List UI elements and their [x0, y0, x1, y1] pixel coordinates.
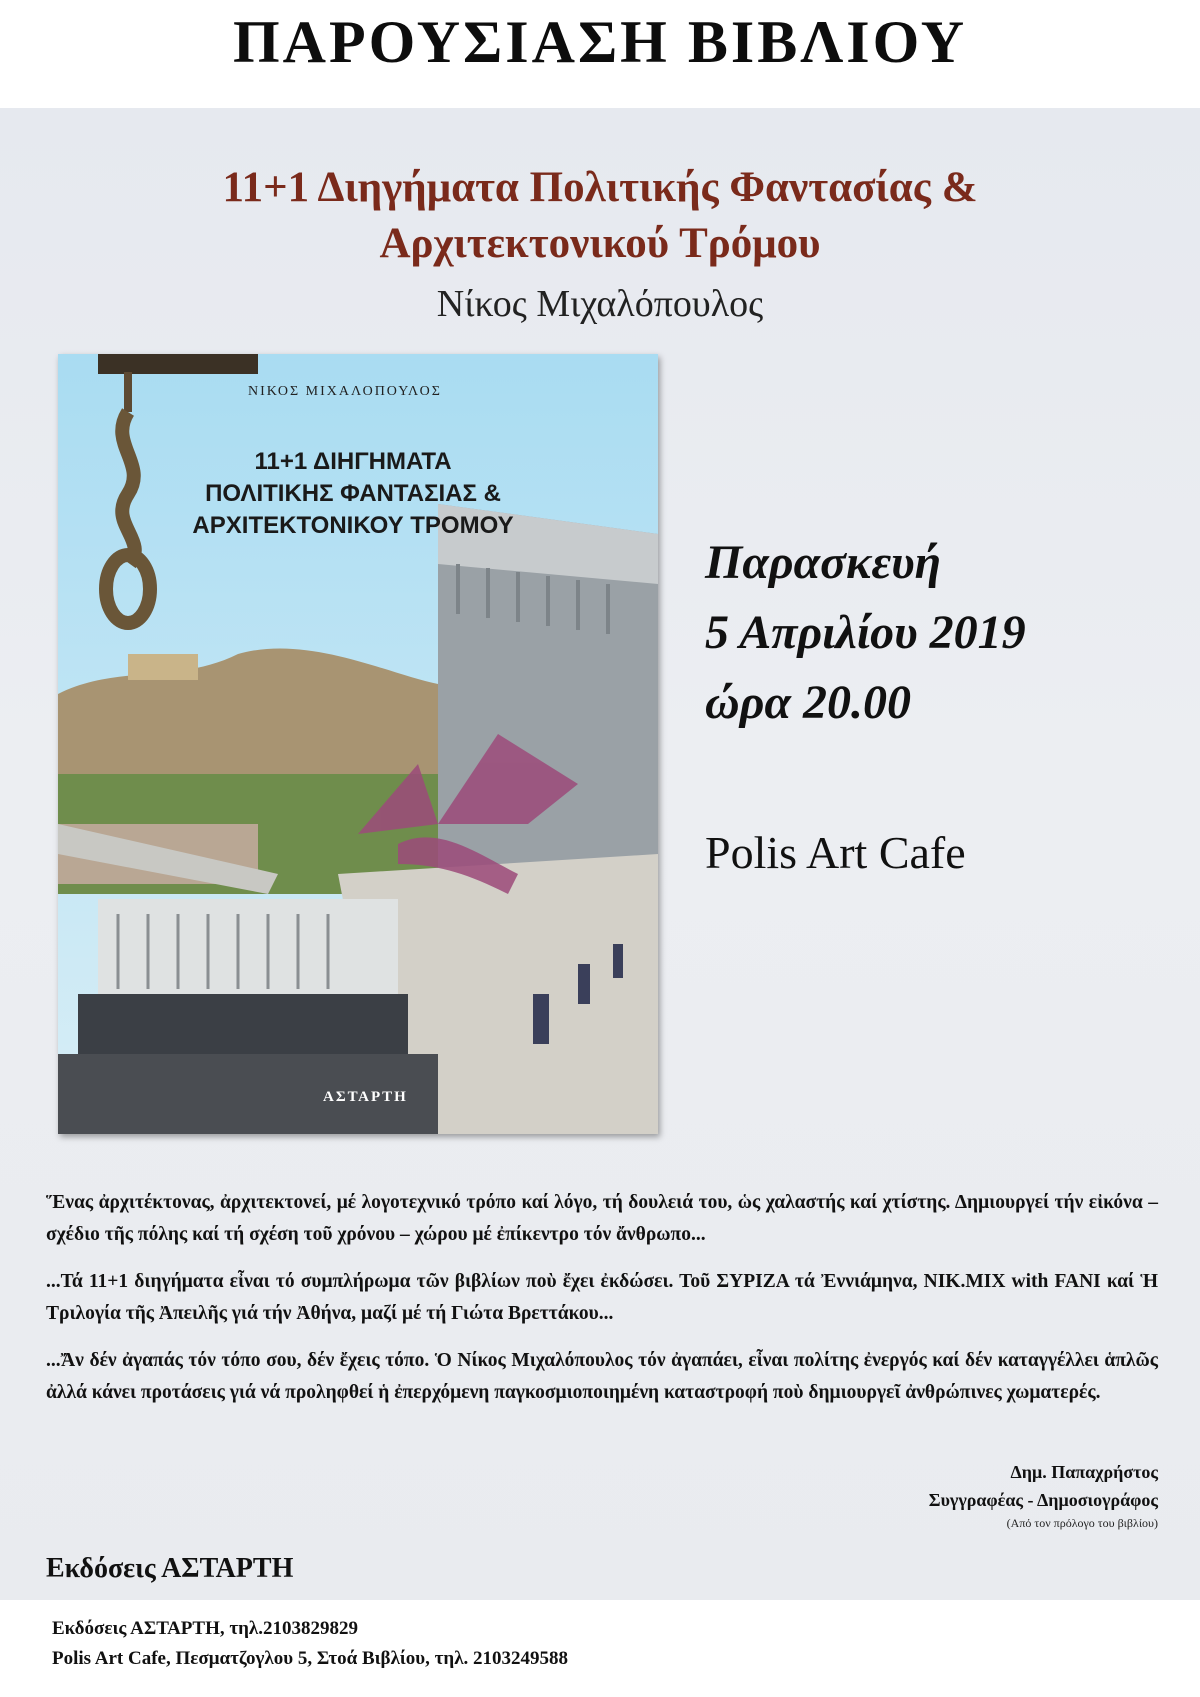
- book-cover: [58, 354, 658, 1134]
- gallows-beam: [98, 354, 258, 374]
- cover-publisher: ΑΣΤΑΡΤΗ: [323, 1089, 408, 1105]
- book-title: [0, 160, 1200, 272]
- cover-title-line1: 11+1 ΔΙΗΓΗΜΑΤΑ: [254, 448, 452, 475]
- signature-role: Συγγραφέας - Δημοσιογράφος: [928, 1490, 1158, 1510]
- quote-paragraph-3: [46, 1345, 1158, 1409]
- cover-title-line3: ΑΡΧΙΤΕΚΤΟΝΙΚΟΥ ΤΡΟΜΟΥ: [192, 512, 514, 539]
- event-day: Παρασκευή: [705, 536, 942, 589]
- footer-contact-publisher: Εκδόσεις ΑΣΤΑΡΤΗ, τηλ.2103829829: [52, 1618, 358, 1639]
- footer-contact-venue: Polis Art Cafe, Πεσματζογλου 5, Στοά Βιβλίου, τηλ. 2103249588: [52, 1648, 569, 1669]
- quote-text-2: ...Τά 11+1 διηγήματα εἶναι τό συμπλήρωμα τῶν βιβλίων ποὺ ἔχει ἐκδώσει. Τοῦ ΣΥΡΙΖΑ τά Ἐννιάμηνα, ΝΙΚ.ΜΙΧ with FANI καί Ἡ Τριλογία τῆς Ἀπειλῆς γιά τήν Ἀθήνα, μαζί μέ τή Γιώτα Βρεττάκου...: [46, 1271, 1158, 1324]
- book-title-line1: 11+1 Διηγήματα Πολιτικής Φαντασίας &: [222, 164, 978, 211]
- page-title: ΠΑΡΟΥΣΙΑΣΗ ΒΙΒΛΙΟΥ: [232, 9, 968, 75]
- cover-title-line2: ΠΟΛΙΤΙΚΗΣ ΦΑΝΤΑΣΙΑΣ &: [205, 480, 501, 507]
- book-author: Νίκος Μιχαλόπουλος: [436, 283, 764, 325]
- signature-name: Δημ. Παπαχρήστος: [1010, 1462, 1158, 1482]
- book-title-line2: Αρχιτεκτονικού Τρόμου: [379, 220, 821, 267]
- publisher-name: Εκδόσεις ΑΣΤΑΡΤΗ: [46, 1553, 294, 1584]
- signature-note: (Από τον πρόλογο του βιβλίου): [1006, 1516, 1158, 1530]
- quote-paragraph-1: [46, 1187, 1158, 1251]
- cover-author: ΝΙΚΟΣ ΜΙΧΑΛΟΠΟΥΛΟΣ: [248, 384, 442, 399]
- museum-building: [98, 899, 398, 994]
- quote-text-3: ...Ἄν δέν ἀγαπάς τόν τόπο σου, δέν ἔχεις τόπο. Ὁ Νίκος Μιχαλόπουλος τόν ἀγαπάει, εἶναι πολίτης ἐνεργός καί δέν καταγγέλλει ἁπλῶς ἀλλά κάνει προτάσεις γιά νά προληφθεί ἡ ἐπερχόμενη παγκοσμιοποιημένη καταστροφή ποὺ δημιουργεῖ ἀνθρώπινες χωματερές.: [46, 1350, 1158, 1403]
- event-venue: Polis Art Cafe: [705, 827, 966, 878]
- cover-title: [188, 446, 518, 542]
- quote-text-1: Ἕνας ἀρχιτέκτονας, ἀρχιτεκτονεί, μέ λογοτεχνικό τρόπο καί λόγο, τή δουλειά του, ὡς χαλαστής καί χτίστης. Δημιουργεί τήν εἰκόνα – σχέδιο τῆς πόλης καί τή σχέση τοῦ χρόνου – χώρου μέ ἐπίκεντρο τόν ἄνθρωπο...: [46, 1192, 1158, 1245]
- event-time: ώρα 20.00: [705, 676, 911, 729]
- event-date: 5 Απριλίου 2019: [705, 606, 1026, 659]
- quote-paragraph-2: [46, 1266, 1158, 1330]
- parthenon: [128, 654, 198, 680]
